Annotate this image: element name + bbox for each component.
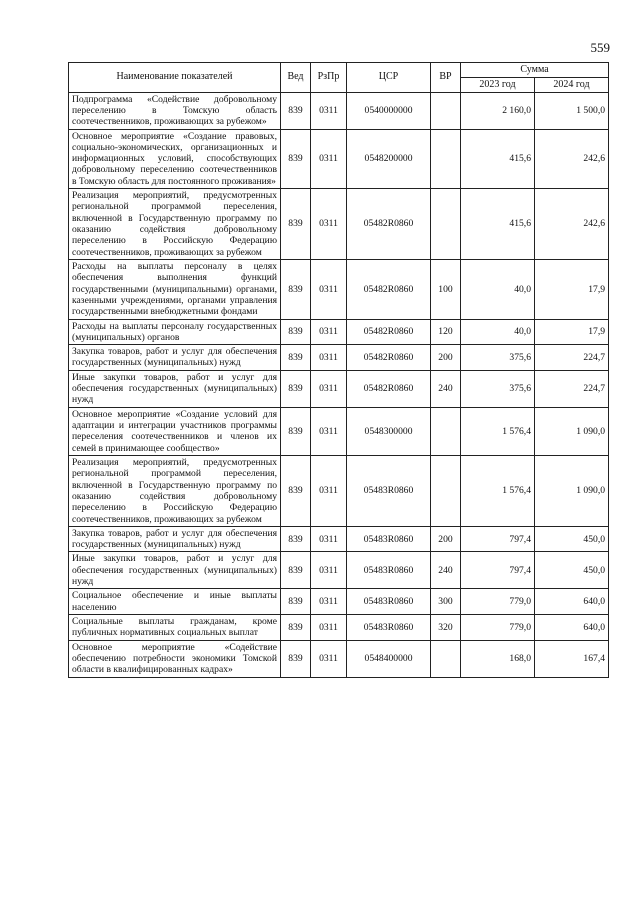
header-vr: ВР [431,63,461,93]
row-name: Закупка товаров, работ и услуг для обеспечения государственных (муниципальных) нужд [69,345,281,371]
row-ved: 839 [281,129,311,189]
table-header [69,63,609,93]
row-name: Иные закупки товаров, работ и услуг для обеспечения государственных (муниципальных) нужд [69,552,281,589]
row-sum-2024: 242,6 [535,129,609,189]
row-csr: 05482R0860 [347,370,431,407]
row-ved: 839 [281,526,311,552]
row-name: Расходы на выплаты персоналу в целях обеспечения выполнения функций государственными (муниципальными) органами, казенными учреждениями, органами управления государственными внебюджетными фондами [69,259,281,319]
table-row [69,552,609,589]
row-sum-2024: 640,0 [535,615,609,641]
row-sum-2023: 40,0 [461,319,535,345]
row-sum-2024: 450,0 [535,526,609,552]
row-ved: 839 [281,92,311,129]
row-csr: 05482R0860 [347,319,431,345]
row-rzpr: 0311 [311,552,347,589]
table-row [69,345,609,371]
header-year-2023: 2023 год [461,77,535,92]
row-sum-2023: 797,4 [461,552,535,589]
table-row [69,92,609,129]
row-sum-2023: 375,6 [461,370,535,407]
row-rzpr: 0311 [311,615,347,641]
table-row [69,640,609,677]
row-ved: 839 [281,615,311,641]
row-csr: 0548300000 [347,407,431,455]
row-ved: 839 [281,589,311,615]
row-sum-2023: 1 576,4 [461,455,535,526]
row-csr: 0548400000 [347,640,431,677]
row-sum-2024: 1 500,0 [535,92,609,129]
row-sum-2023: 40,0 [461,259,535,319]
row-name: Расходы на выплаты персоналу государственных (муниципальных) органов [69,319,281,345]
table-row [69,129,609,189]
row-sum-2024: 242,6 [535,189,609,260]
row-sum-2024: 1 090,0 [535,407,609,455]
row-vr: 200 [431,345,461,371]
row-sum-2024: 1 090,0 [535,455,609,526]
row-vr: 240 [431,552,461,589]
row-sum-2024: 17,9 [535,319,609,345]
row-ved: 839 [281,259,311,319]
row-csr: 05482R0860 [347,259,431,319]
table-row [69,589,609,615]
row-rzpr: 0311 [311,259,347,319]
header-csr: ЦСР [347,63,431,93]
row-sum-2024: 17,9 [535,259,609,319]
row-sum-2024: 224,7 [535,345,609,371]
row-vr: 320 [431,615,461,641]
row-csr: 0540000000 [347,92,431,129]
table-row [69,189,609,260]
row-csr: 05482R0860 [347,345,431,371]
table-row [69,259,609,319]
row-vr [431,92,461,129]
row-vr: 200 [431,526,461,552]
row-rzpr: 0311 [311,319,347,345]
row-rzpr: 0311 [311,92,347,129]
header-sum: Сумма [461,63,609,78]
row-ved: 839 [281,455,311,526]
row-ved: 839 [281,189,311,260]
table-row [69,370,609,407]
row-rzpr: 0311 [311,526,347,552]
row-vr [431,189,461,260]
row-rzpr: 0311 [311,640,347,677]
row-sum-2024: 640,0 [535,589,609,615]
row-ved: 839 [281,319,311,345]
row-sum-2024: 450,0 [535,552,609,589]
table-row [69,526,609,552]
row-name: Основное мероприятие «Содействие обеспечению потребности экономики Томской области в квалифицированных кадрах» [69,640,281,677]
row-name: Закупка товаров, работ и услуг для обеспечения государственных (муниципальных) нужд [69,526,281,552]
row-csr: 05483R0860 [347,455,431,526]
table-body [69,92,609,677]
row-sum-2023: 779,0 [461,615,535,641]
row-ved: 839 [281,407,311,455]
row-rzpr: 0311 [311,129,347,189]
row-name: Реализация мероприятий, предусмотренных региональной программой переселения, включенной в Государственную программу по оказанию содействия добровольному переселению в Российскую Федерацию соотечественников, проживающих за рубежом [69,455,281,526]
row-sum-2023: 797,4 [461,526,535,552]
row-vr: 300 [431,589,461,615]
row-csr: 0548200000 [347,129,431,189]
row-rzpr: 0311 [311,189,347,260]
row-vr [431,129,461,189]
row-vr: 240 [431,370,461,407]
header-name: Наименование показателей [69,63,281,93]
row-vr: 100 [431,259,461,319]
row-rzpr: 0311 [311,407,347,455]
budget-table [68,62,609,678]
row-ved: 839 [281,345,311,371]
row-rzpr: 0311 [311,345,347,371]
row-vr [431,640,461,677]
row-vr [431,407,461,455]
row-csr: 05482R0860 [347,189,431,260]
row-name: Подпрограмма «Содействие добровольному переселению в Томскую область соотечественников, проживающих за рубежом» [69,92,281,129]
row-name: Реализация мероприятий, предусмотренных региональной программой переселения, включенной в Государственную программу по оказанию содействия добровольному переселению в Российскую Федерацию соотечественников, проживающих за рубежом [69,189,281,260]
row-ved: 839 [281,370,311,407]
row-sum-2023: 168,0 [461,640,535,677]
row-ved: 839 [281,552,311,589]
row-vr: 120 [431,319,461,345]
table-row [69,615,609,641]
header-ved: Вед [281,63,311,93]
row-csr: 05483R0860 [347,615,431,641]
row-name: Основное мероприятие «Создание правовых, социально-экономических, организационных и информационных условий, способствующих добровольному переселению соотечественников в Томскую область для постоянного проживания» [69,129,281,189]
header-year-2024: 2024 год [535,77,609,92]
row-sum-2024: 224,7 [535,370,609,407]
row-sum-2023: 415,6 [461,189,535,260]
row-name: Основное мероприятие «Создание условий для адаптации и интеграции участников программы переселения соотечественников и членов их семей в принимающее сообщество» [69,407,281,455]
row-sum-2024: 167,4 [535,640,609,677]
row-rzpr: 0311 [311,589,347,615]
row-name: Социальное обеспечение и иные выплаты населению [69,589,281,615]
row-vr [431,455,461,526]
row-rzpr: 0311 [311,455,347,526]
page-number: 559 [590,40,610,55]
row-name: Социальные выплаты гражданам, кроме публичных нормативных социальных выплат [69,615,281,641]
row-sum-2023: 2 160,0 [461,92,535,129]
table-row [69,319,609,345]
row-csr: 05483R0860 [347,552,431,589]
row-csr: 05483R0860 [347,526,431,552]
table-row [69,407,609,455]
table-row [69,455,609,526]
row-sum-2023: 415,6 [461,129,535,189]
row-sum-2023: 779,0 [461,589,535,615]
row-csr: 05483R0860 [347,589,431,615]
row-ved: 839 [281,640,311,677]
row-name: Иные закупки товаров, работ и услуг для обеспечения государственных (муниципальных) нужд [69,370,281,407]
row-sum-2023: 1 576,4 [461,407,535,455]
row-rzpr: 0311 [311,370,347,407]
row-sum-2023: 375,6 [461,345,535,371]
header-rzpr: РзПр [311,63,347,93]
